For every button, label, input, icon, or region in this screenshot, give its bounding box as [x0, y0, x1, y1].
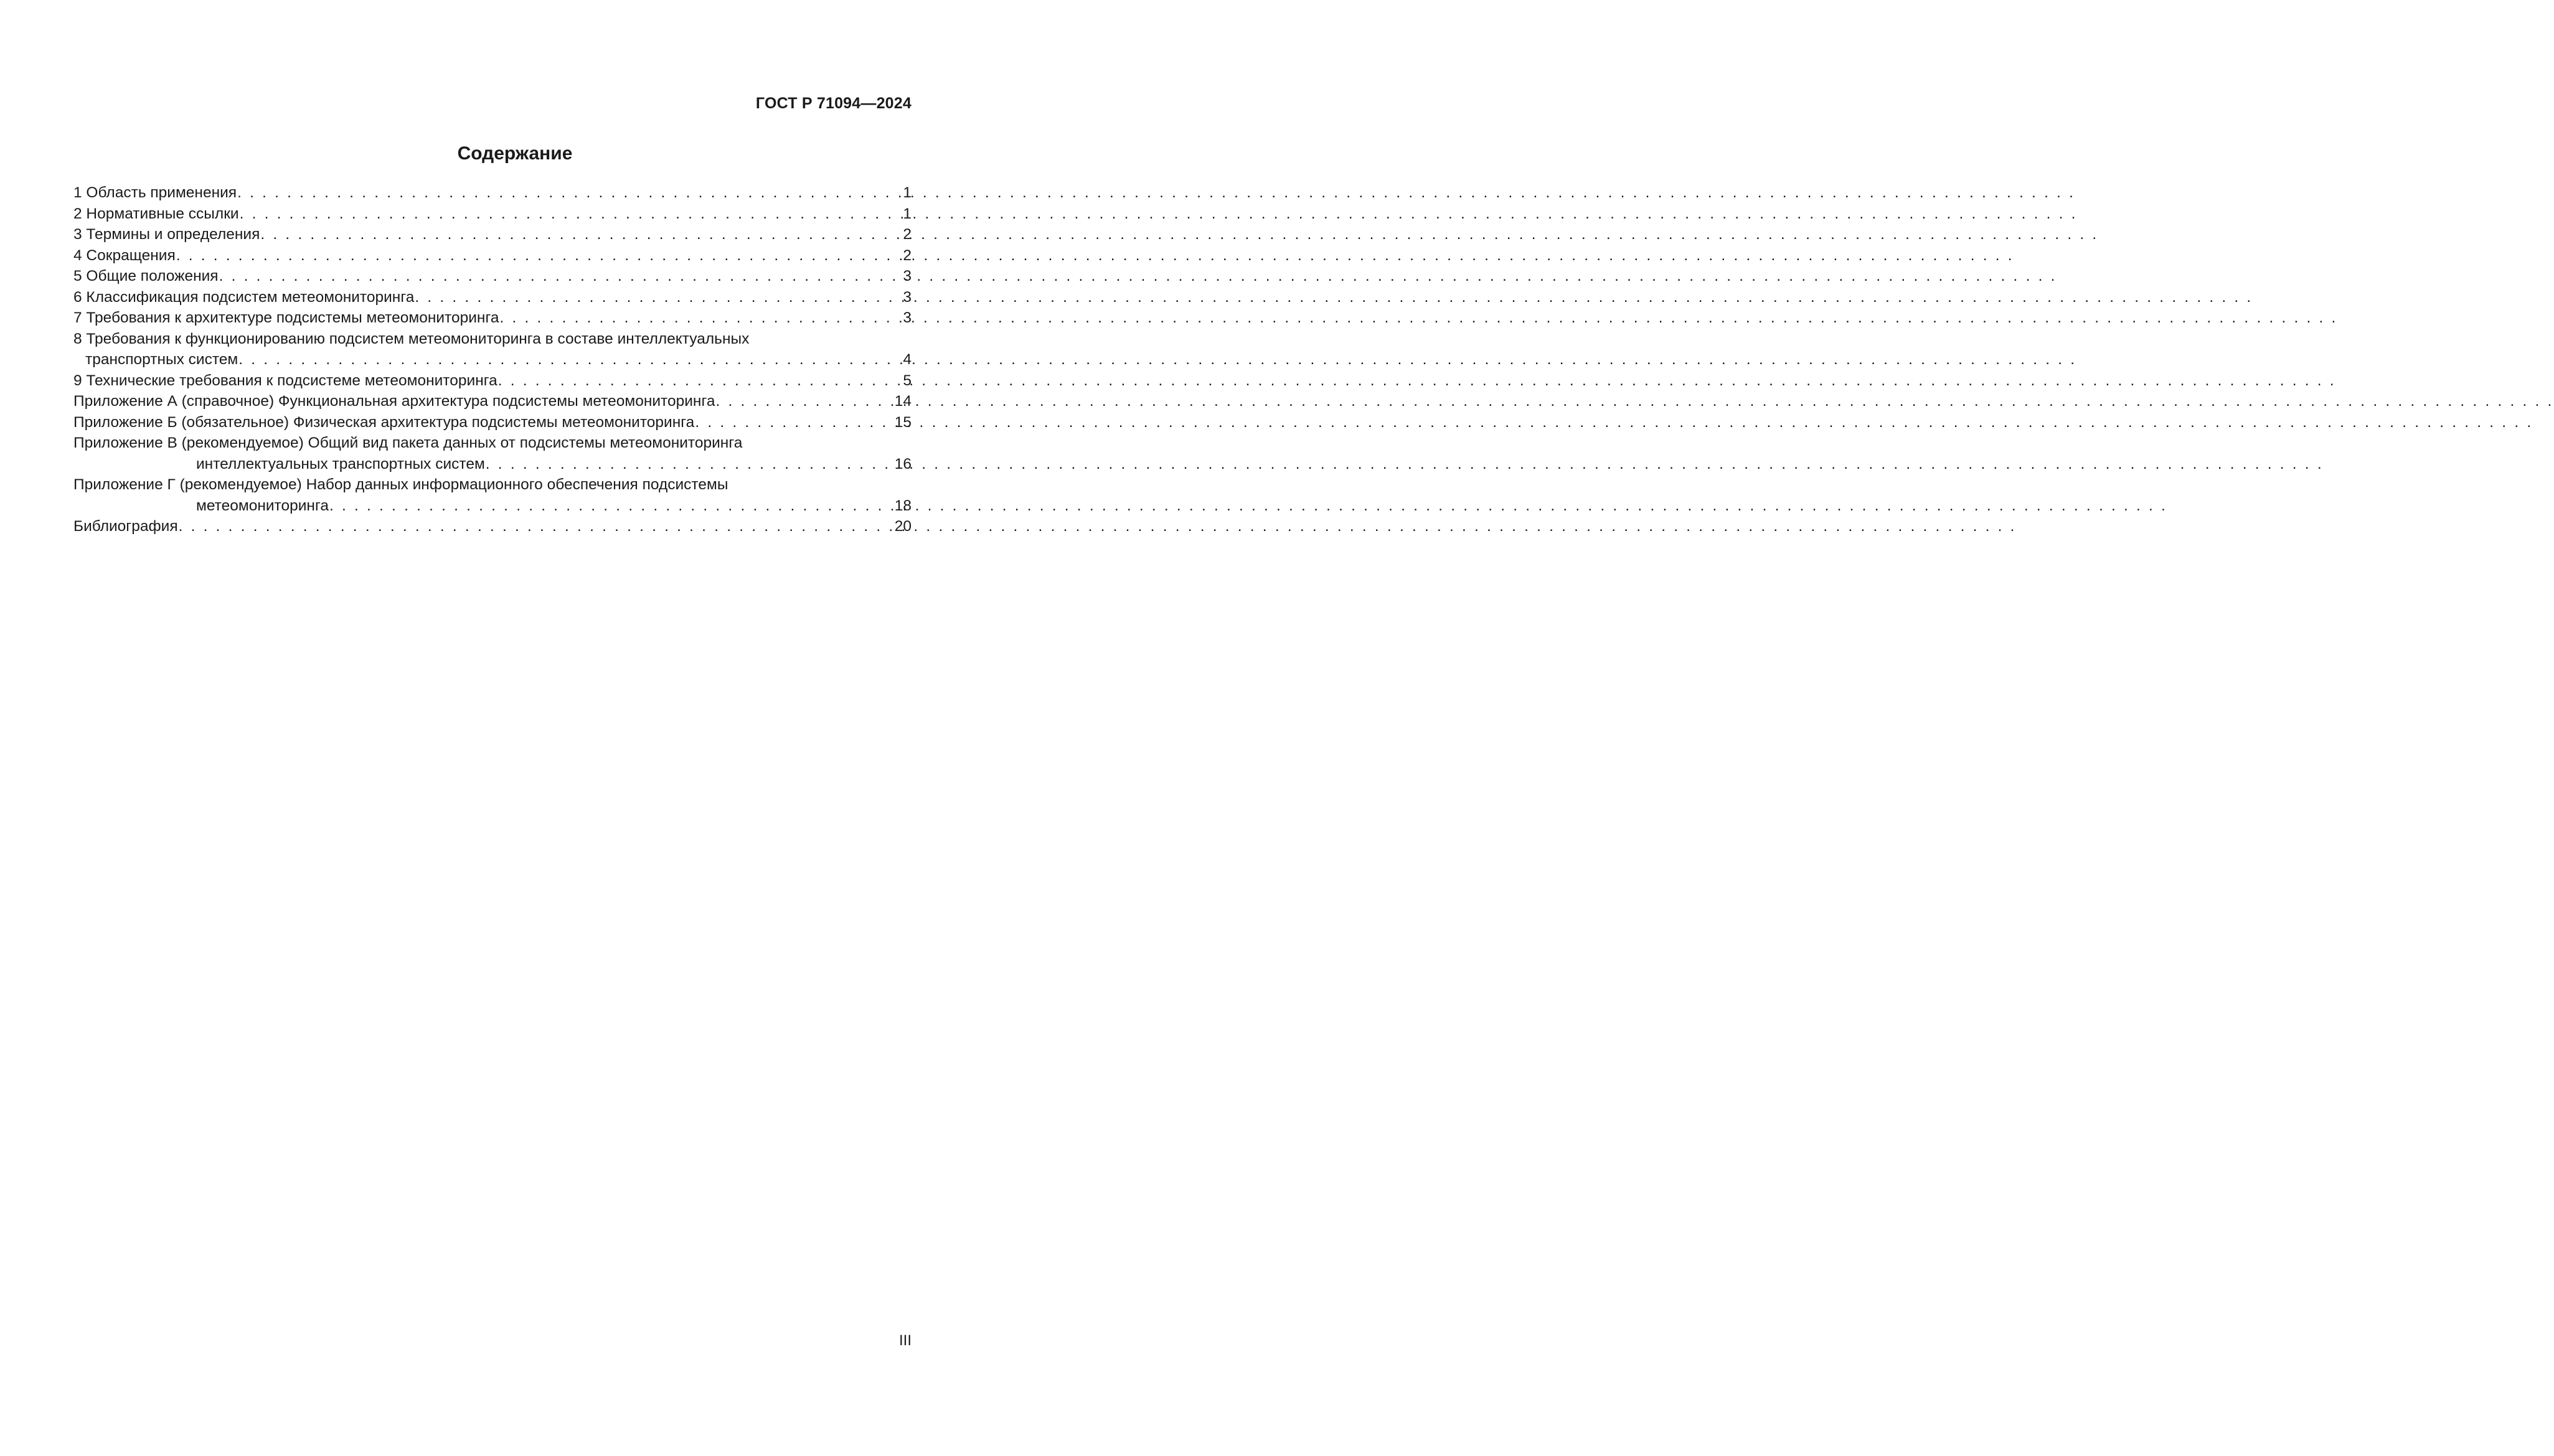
toc-entry-title: 5 Общие положения [73, 268, 219, 284]
toc-entry-line [73, 391, 912, 412]
toc-entry[interactable] [73, 287, 912, 308]
toc-entry[interactable] [73, 433, 912, 474]
toc-entry-line [73, 245, 912, 266]
toc-entry-line [73, 329, 912, 350]
toc-dot-leader [260, 224, 903, 245]
toc-entry-title: 2 Нормативные ссылки [73, 205, 239, 222]
toc-dot-leader [414, 287, 903, 308]
toc-dot-leader [497, 370, 903, 392]
toc-dot-leader [178, 516, 895, 537]
toc-entry-line [73, 224, 912, 245]
toc-entry-title: 1 Область применения [73, 184, 237, 201]
toc-page-number: 20 [894, 518, 912, 535]
toc-page-number: 5 [903, 372, 912, 389]
toc-entry-line [73, 433, 912, 454]
toc-entry-title: Библиография [73, 518, 178, 535]
toc-entry[interactable] [73, 370, 912, 392]
toc-entry[interactable] [73, 308, 912, 329]
toc-page-number: 1 [903, 205, 912, 222]
toc-dot-leader [238, 349, 903, 370]
toc-page-number: 15 [894, 413, 912, 431]
toc-page-number: 3 [903, 309, 912, 326]
toc-dot-leader [176, 245, 903, 266]
document-code: ГОСТ Р 71094—2024 [755, 95, 912, 112]
toc-page-number: 4 [903, 351, 912, 368]
toc-page-number: 1 [903, 184, 912, 201]
toc-entry-line [73, 370, 912, 392]
toc-entry-title: Приложение Г (рекомендуемое) Набор данных информационного обеспечения подсистемы [73, 476, 728, 493]
toc-dot-leader [239, 204, 903, 225]
toc-entry-line [73, 266, 912, 287]
toc-page-number: 14 [894, 393, 912, 410]
toc-entry[interactable] [73, 182, 912, 204]
toc-entry[interactable] [73, 224, 912, 245]
toc-page-number: 2 [903, 226, 912, 243]
toc-entry-title: Приложение Б (обязательное) Физическая архитектура подсистемы метеомониторинга [73, 413, 695, 431]
toc-entry-continuation [73, 349, 912, 370]
toc-entry[interactable] [73, 245, 912, 266]
toc-page-number: 2 [903, 247, 912, 264]
toc-entry[interactable] [73, 391, 912, 412]
toc-dot-leader [499, 308, 903, 329]
toc-entry-title: 8 Требования к функционированию подсистем метеомониторинга в составе интеллектуальных [73, 330, 750, 347]
toc-dot-leader [219, 266, 903, 287]
toc-entry[interactable] [73, 412, 912, 433]
toc-dot-leader [485, 454, 895, 475]
toc-page-number: 16 [894, 455, 912, 472]
page-title: Содержание [457, 143, 573, 164]
toc-entry-title: Приложение В (рекомендуемое) Общий вид пакета данных от подсистемы метеомониторинга [73, 434, 743, 451]
toc-entry-title: транспортных систем [85, 351, 238, 368]
toc-page-number: 3 [903, 288, 912, 306]
page-number: III [898, 1332, 912, 1349]
toc-entry-continuation [73, 454, 912, 475]
toc-dot-leader [694, 412, 894, 433]
toc-entry-title: 6 Классификация подсистем метеомониторинга [73, 288, 415, 306]
toc-entry-title: 9 Технические требования к подсистеме метеомониторинга [73, 372, 497, 389]
toc-entry[interactable] [73, 204, 912, 225]
toc-dot-leader [329, 496, 895, 517]
toc-entry-title: 7 Требования к архитектуре подсистемы метеомониторинга [73, 309, 499, 326]
toc-entry[interactable] [73, 474, 912, 516]
toc-dot-leader [237, 182, 903, 204]
toc-entry-title: Приложение А (справочное) Функциональная архитектура подсистемы метеомониторинга [73, 393, 715, 410]
toc-page-number: 18 [894, 497, 912, 514]
toc-entry[interactable] [73, 329, 912, 370]
toc-entry-line [73, 182, 912, 204]
toc-entry-line [73, 474, 912, 496]
toc-entry-title: метеомониторинга [196, 497, 329, 514]
table-of-contents [73, 182, 912, 537]
toc-entry-title: интеллектуальных транспортных систем [196, 455, 485, 472]
toc-entry-line [73, 412, 912, 433]
toc-dot-leader [715, 391, 894, 412]
toc-entry-line [73, 308, 912, 329]
toc-entry-line [73, 287, 912, 308]
toc-entry-line [73, 516, 912, 537]
toc-entry-title: 3 Термины и определения [73, 226, 260, 243]
toc-entry-title: 4 Сокращения [73, 247, 176, 264]
toc-entry-line [73, 204, 912, 225]
toc-entry[interactable] [73, 266, 912, 287]
document-page [0, 0, 1030, 1456]
toc-page-number: 3 [903, 268, 912, 284]
toc-entry[interactable] [73, 516, 912, 537]
toc-entry-continuation [73, 496, 912, 517]
